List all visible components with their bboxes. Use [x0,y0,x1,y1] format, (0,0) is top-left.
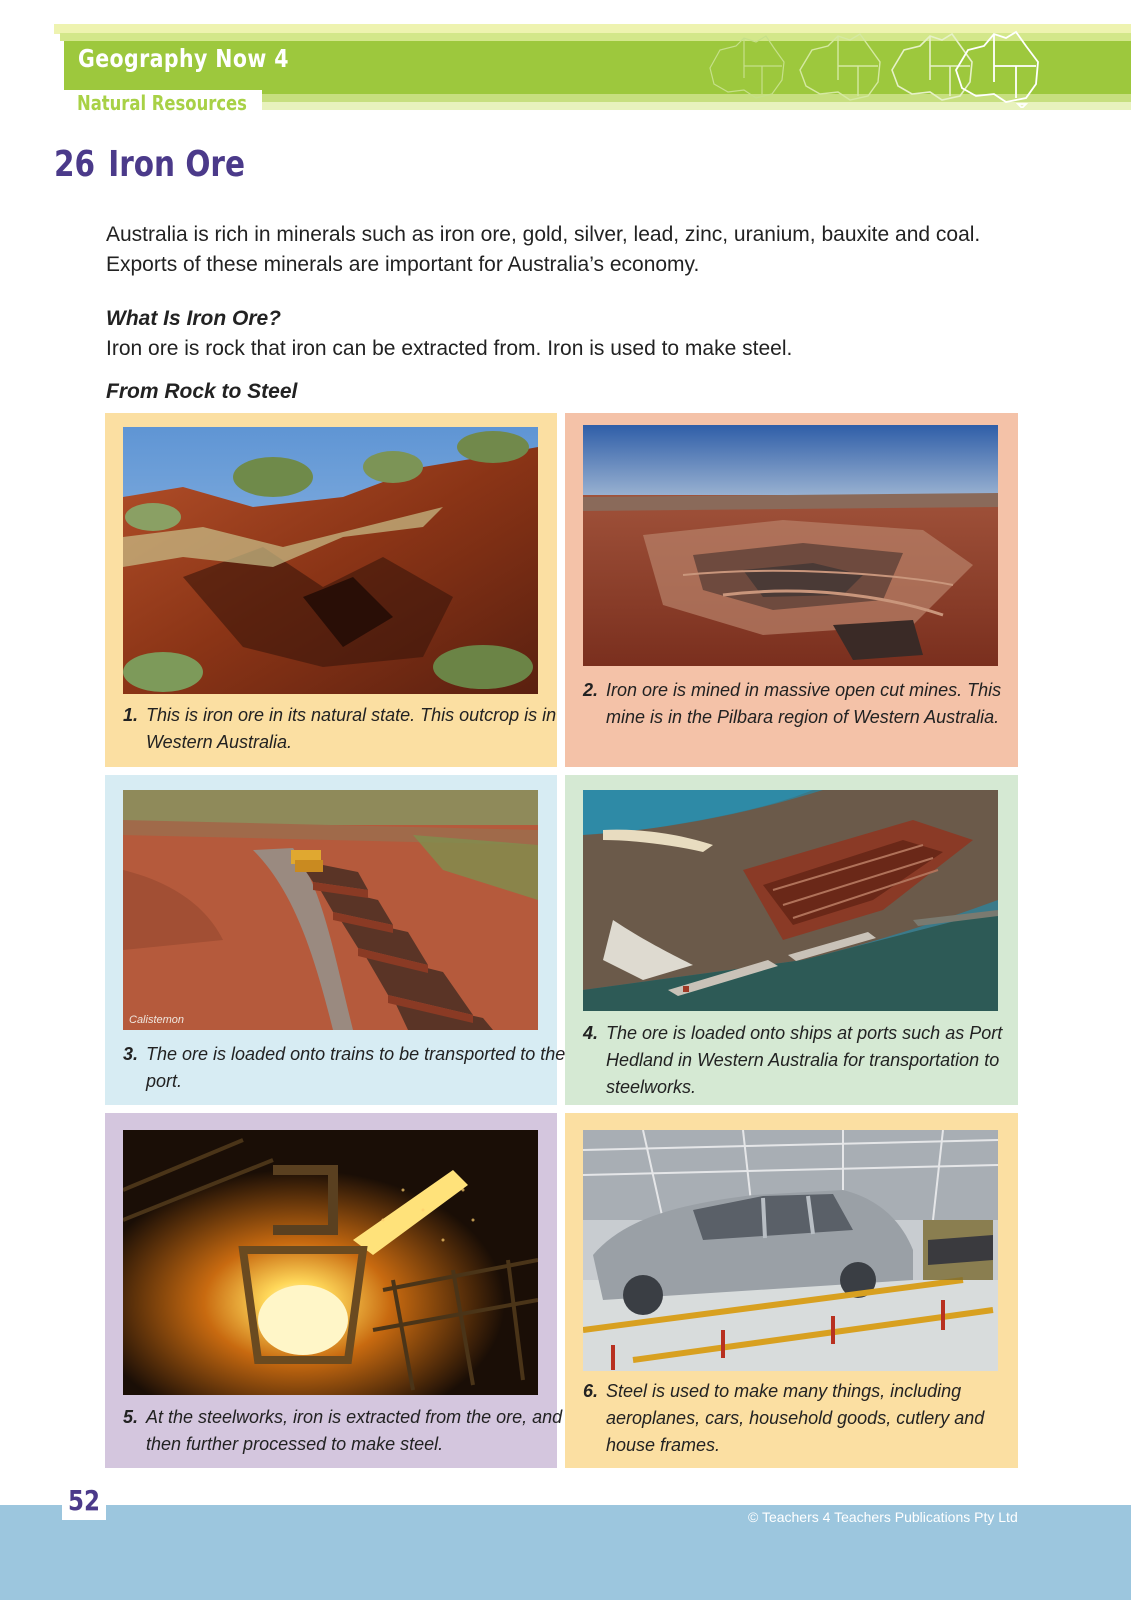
series-title: Geography Now 4 [78,44,289,73]
photo-port-ships [583,790,998,1011]
step-text: This is iron ore in its natural state. This outcrop is in Western Australia. [146,705,557,752]
step-caption-2 [583,677,1036,731]
step-text: The ore is loaded onto ships at ports such as Port Hedland in Western Australia for transportation to steelworks. [606,1023,1003,1097]
step-panel-2 [565,413,1018,767]
page-title [54,144,245,185]
step-panel-6 [565,1113,1018,1468]
photo-credit: Calistemon [129,1014,185,1026]
what-is-text: Iron ore is rock that iron can be extracted from. Iron is used to make steel. [106,337,793,360]
step-number: 6. [583,1381,599,1401]
australia-map-icon [700,28,1060,108]
step-number: 2. [583,680,599,700]
intro-paragraph: Australia is rich in minerals such as iron ore, gold, silver, lead, zinc, uranium, bauxite and coal. Exports of these minerals are important for Australia’s economy. [106,223,981,276]
photo-open-cut-mine [583,425,998,666]
copyright-notice: © Teachers 4 Teachers Publications Pty Ltd [748,1509,1018,1525]
photo-steelworks [123,1130,538,1395]
step-panel-4 [565,775,1018,1105]
page-number: 52 [68,1484,100,1517]
step-number: 5. [123,1407,139,1427]
step-number: 3. [123,1044,139,1064]
step-caption-1 [123,702,576,756]
photo-car-factory [583,1130,998,1371]
step-number: 4. [583,1023,599,1043]
series-subtitle: Natural Resources [77,91,247,115]
step-caption-3 [123,1041,576,1095]
step-panel-5 [105,1113,563,1468]
step-number: 1. [123,705,139,725]
what-is-heading: What Is Iron Ore? [106,307,282,330]
lesson-title-text: Iron Ore [108,144,246,185]
photo-ore-train [123,790,538,1030]
step-caption-6 [583,1378,1036,1459]
step-text: Steel is used to make many things, including aeroplanes, cars, household goods, cutlery and house frames. [606,1381,985,1455]
step-panel-3 [105,775,566,1105]
lesson-number: 26 [54,144,96,185]
photo-iron-outcrop [123,427,538,694]
step-text: At the steelworks, iron is extracted from the ore, and then further processed to make steel. [146,1407,563,1454]
step-text: The ore is loaded onto trains to be transported to the port. [146,1044,566,1091]
step-text: Iron ore is mined in massive open cut mines. This mine is in the Pilbara region of Western Australia. [606,680,1002,727]
step-panel-1 [105,413,557,767]
steps-heading: From Rock to Steel [106,380,298,403]
step-caption-5 [123,1404,576,1458]
step-caption-4 [583,1020,1036,1101]
